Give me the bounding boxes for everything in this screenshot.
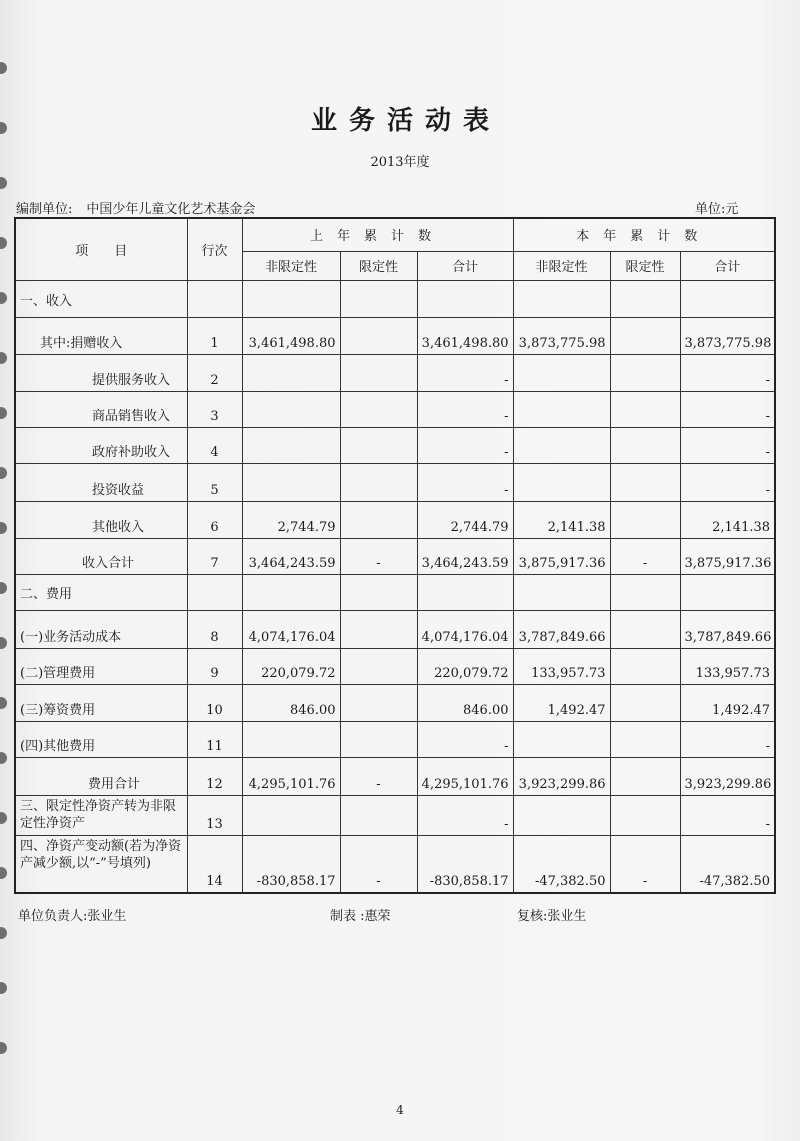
report-title: 业务活动表 bbox=[310, 106, 501, 136]
header-row bbox=[15, 218, 775, 251]
prepared-by: 制表 :惠荣 bbox=[330, 909, 391, 924]
prev-restricted bbox=[340, 795, 417, 835]
curr-total bbox=[680, 280, 775, 317]
row-number: 3 bbox=[187, 391, 242, 427]
prev-unrestricted: 4,074,176.04 bbox=[242, 611, 340, 648]
curr-restricted bbox=[610, 280, 680, 317]
curr-restricted bbox=[610, 318, 680, 355]
curr-unrestricted bbox=[513, 795, 610, 835]
row-number: 11 bbox=[187, 722, 242, 758]
curr-unrestricted bbox=[513, 355, 610, 391]
row-item: 商品销售收入 bbox=[15, 391, 187, 427]
prev-unrestricted: -830,858.17 bbox=[242, 835, 340, 893]
prev-restricted bbox=[340, 611, 417, 648]
curr-restricted bbox=[610, 795, 680, 835]
header-unrestricted: 非限定性 bbox=[513, 251, 610, 280]
prev-restricted bbox=[340, 280, 417, 317]
row-item: 其他收入 bbox=[15, 501, 187, 538]
prev-total: - bbox=[417, 428, 513, 464]
activity-report-table bbox=[14, 217, 776, 894]
prev-unrestricted bbox=[242, 391, 340, 427]
table-row bbox=[15, 391, 775, 427]
curr-unrestricted: 3,873,775.98 bbox=[513, 318, 610, 355]
prev-total: 3,464,243.59 bbox=[417, 538, 513, 574]
prev-restricted bbox=[340, 464, 417, 501]
row-number: 5 bbox=[187, 464, 242, 501]
header-unrestricted: 非限定性 bbox=[242, 251, 340, 280]
curr-total: - bbox=[680, 391, 775, 427]
prev-restricted bbox=[340, 575, 417, 611]
prev-unrestricted: 3,461,498.80 bbox=[242, 318, 340, 355]
row-item: (三)筹资费用 bbox=[15, 684, 187, 721]
curr-unrestricted bbox=[513, 428, 610, 464]
row-number: 7 bbox=[187, 538, 242, 574]
curr-restricted bbox=[610, 648, 680, 684]
prev-unrestricted bbox=[242, 575, 340, 611]
prev-restricted bbox=[340, 648, 417, 684]
prev-total: - bbox=[417, 464, 513, 501]
row-number: 2 bbox=[187, 355, 242, 391]
curr-restricted: - bbox=[610, 835, 680, 893]
prev-total: 4,074,176.04 bbox=[417, 611, 513, 648]
prev-restricted bbox=[340, 318, 417, 355]
row-number bbox=[187, 280, 242, 317]
table-row bbox=[15, 611, 775, 648]
row-number: 12 bbox=[187, 758, 242, 795]
table-row bbox=[15, 722, 775, 758]
responsible-person: 单位负责人:张业生 bbox=[18, 909, 127, 924]
curr-total: 3,875,917.36 bbox=[680, 538, 775, 574]
table-row bbox=[15, 575, 775, 611]
curr-unrestricted bbox=[513, 722, 610, 758]
curr-unrestricted bbox=[513, 280, 610, 317]
curr-total: - bbox=[680, 795, 775, 835]
header-total: 合计 bbox=[417, 251, 513, 280]
row-number: 8 bbox=[187, 611, 242, 648]
table-row bbox=[15, 758, 775, 795]
table-row bbox=[15, 538, 775, 574]
curr-restricted bbox=[610, 575, 680, 611]
header-total: 合计 bbox=[680, 251, 775, 280]
prev-total: 846.00 bbox=[417, 684, 513, 721]
curr-unrestricted: 3,787,849.66 bbox=[513, 611, 610, 648]
table-row bbox=[15, 795, 775, 835]
prev-restricted bbox=[340, 684, 417, 721]
prev-unrestricted: 2,744.79 bbox=[242, 501, 340, 538]
curr-unrestricted: 133,957.73 bbox=[513, 648, 610, 684]
row-number: 10 bbox=[187, 684, 242, 721]
prev-restricted bbox=[340, 722, 417, 758]
curr-total: 3,787,849.66 bbox=[680, 611, 775, 648]
table-row bbox=[15, 280, 775, 317]
organization-name: 中国少年儿童文化艺术基金会 bbox=[86, 202, 256, 217]
curr-total: 3,923,299.86 bbox=[680, 758, 775, 795]
table-row bbox=[15, 318, 775, 355]
row-item: 收入合计 bbox=[15, 538, 187, 574]
row-item: (二)管理费用 bbox=[15, 648, 187, 684]
prev-unrestricted bbox=[242, 722, 340, 758]
prev-total: -830,858.17 bbox=[417, 835, 513, 893]
table-row bbox=[15, 835, 775, 893]
curr-restricted bbox=[610, 428, 680, 464]
row-number: 1 bbox=[187, 318, 242, 355]
currency-unit: 单位:元 bbox=[695, 202, 739, 217]
curr-restricted bbox=[610, 611, 680, 648]
curr-total: - bbox=[680, 464, 775, 501]
prev-unrestricted: 4,295,101.76 bbox=[242, 758, 340, 795]
curr-unrestricted bbox=[513, 391, 610, 427]
prev-restricted bbox=[340, 391, 417, 427]
header-restricted: 限定性 bbox=[340, 251, 417, 280]
prev-unrestricted: 846.00 bbox=[242, 684, 340, 721]
row-item: 费用合计 bbox=[15, 758, 187, 795]
prev-restricted bbox=[340, 501, 417, 538]
curr-restricted bbox=[610, 722, 680, 758]
prev-total bbox=[417, 280, 513, 317]
table-row bbox=[15, 501, 775, 538]
prev-restricted: - bbox=[340, 835, 417, 893]
curr-total: 3,873,775.98 bbox=[680, 318, 775, 355]
prev-total: - bbox=[417, 391, 513, 427]
row-number: 14 bbox=[187, 835, 242, 893]
prev-restricted: - bbox=[340, 538, 417, 574]
prev-total bbox=[417, 575, 513, 611]
reviewed-by: 复核:张业生 bbox=[517, 909, 587, 924]
curr-restricted: - bbox=[610, 538, 680, 574]
prev-total: - bbox=[417, 795, 513, 835]
prev-unrestricted bbox=[242, 428, 340, 464]
header-row-number: 行次 bbox=[187, 218, 242, 280]
row-item: 四、净资产变动额(若为净资产减少额,以“-”号填列) bbox=[15, 835, 187, 893]
prev-total: 2,744.79 bbox=[417, 501, 513, 538]
row-number: 6 bbox=[187, 501, 242, 538]
curr-unrestricted: 3,875,917.36 bbox=[513, 538, 610, 574]
row-item: 其中:捐赠收入 bbox=[15, 318, 187, 355]
header-current-year: 本年累计数 bbox=[513, 218, 775, 251]
prev-total: 3,461,498.80 bbox=[417, 318, 513, 355]
curr-total bbox=[680, 575, 775, 611]
table-row bbox=[15, 464, 775, 501]
prev-total: 4,295,101.76 bbox=[417, 758, 513, 795]
curr-total: - bbox=[680, 355, 775, 391]
prev-restricted bbox=[340, 428, 417, 464]
curr-unrestricted: -47,382.50 bbox=[513, 835, 610, 893]
row-number: 9 bbox=[187, 648, 242, 684]
row-item: (一)业务活动成本 bbox=[15, 611, 187, 648]
prev-restricted: - bbox=[340, 758, 417, 795]
header-restricted: 限定性 bbox=[610, 251, 680, 280]
table-row bbox=[15, 355, 775, 391]
curr-restricted bbox=[610, 391, 680, 427]
curr-unrestricted: 2,141.38 bbox=[513, 501, 610, 538]
row-item: 一、收入 bbox=[15, 280, 187, 317]
row-number: 4 bbox=[187, 428, 242, 464]
curr-restricted bbox=[610, 464, 680, 501]
curr-restricted bbox=[610, 758, 680, 795]
curr-unrestricted bbox=[513, 575, 610, 611]
curr-total: - bbox=[680, 722, 775, 758]
row-item: 三、限定性净资产转为非限定性净资产 bbox=[15, 795, 187, 835]
table-row bbox=[15, 684, 775, 721]
curr-total: -47,382.50 bbox=[680, 835, 775, 893]
row-item: 二、费用 bbox=[15, 575, 187, 611]
curr-unrestricted: 1,492.47 bbox=[513, 684, 610, 721]
row-item: (四)其他费用 bbox=[15, 722, 187, 758]
header-item: 项 目 bbox=[15, 218, 187, 280]
header-previous-year: 上年累计数 bbox=[242, 218, 513, 251]
curr-total: - bbox=[680, 428, 775, 464]
prev-unrestricted bbox=[242, 464, 340, 501]
prev-total: - bbox=[417, 355, 513, 391]
prev-unrestricted bbox=[242, 280, 340, 317]
table-row bbox=[15, 648, 775, 684]
prev-unrestricted bbox=[242, 795, 340, 835]
page-number: 4 bbox=[396, 1103, 404, 1117]
prev-total: - bbox=[417, 722, 513, 758]
curr-total: 1,492.47 bbox=[680, 684, 775, 721]
report-year: 2013年度 bbox=[370, 155, 430, 170]
curr-unrestricted: 3,923,299.86 bbox=[513, 758, 610, 795]
table-row bbox=[15, 428, 775, 464]
row-number bbox=[187, 575, 242, 611]
organization-label: 编制单位: bbox=[16, 202, 73, 217]
prev-unrestricted bbox=[242, 355, 340, 391]
prev-total: 220,079.72 bbox=[417, 648, 513, 684]
prev-unrestricted: 3,464,243.59 bbox=[242, 538, 340, 574]
curr-total: 133,957.73 bbox=[680, 648, 775, 684]
prev-unrestricted: 220,079.72 bbox=[242, 648, 340, 684]
prev-restricted bbox=[340, 355, 417, 391]
curr-restricted bbox=[610, 355, 680, 391]
curr-restricted bbox=[610, 501, 680, 538]
row-number: 13 bbox=[187, 795, 242, 835]
curr-total: 2,141.38 bbox=[680, 501, 775, 538]
row-item: 投资收益 bbox=[15, 464, 187, 501]
row-item: 提供服务收入 bbox=[15, 355, 187, 391]
organization-line bbox=[16, 198, 255, 217]
row-item: 政府补助收入 bbox=[15, 428, 187, 464]
curr-restricted bbox=[610, 684, 680, 721]
curr-unrestricted bbox=[513, 464, 610, 501]
